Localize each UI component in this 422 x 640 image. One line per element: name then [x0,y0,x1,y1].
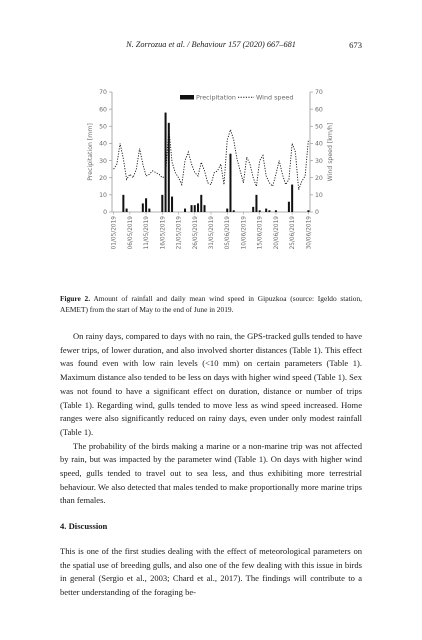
page-number: 673 [349,40,362,50]
y-tick-label-right: 10 [315,192,323,200]
precipitation-bar [233,210,235,212]
precipitation-bar [191,205,193,212]
y-tick-label-right: 20 [315,174,323,182]
y-tick-label-left: 40 [99,140,107,148]
body-text [60,330,362,600]
x-tick-label: 30/06/2019 [306,216,313,250]
precipitation-bar [161,195,163,212]
x-tick-label: 31/05/2019 [209,216,215,250]
y-tick-label-left: 10 [99,192,107,200]
y-tick-label-right: 30 [315,157,323,165]
precipitation-bar [145,198,147,212]
x-tick-label: 26/05/2019 [192,216,199,250]
precipitation-bar [259,210,261,212]
precipitation-bar [226,209,228,212]
legend-label-wind-speed: Wind speed [256,93,294,102]
figure-caption [60,294,362,315]
precipitation-bar [252,207,254,212]
x-tick-label: 11/05/2019 [144,216,151,250]
x-tick-label: 20/06/2019 [273,216,280,250]
precipitation-bar [171,197,173,212]
precipitation-bar [184,209,186,212]
wind-speed-line [114,128,309,190]
precipitation-bar [291,185,293,212]
y-tick-label-left: 0 [103,209,107,217]
paragraph-results-marine: The probability of the birds making a marine or a non-marine trip was not affected by rain, but was impacted by the parameter wind (Table 1). On days with higher wind speed, gulls tended to travel out to sea less, and thus exhibiting more terrestrial behaviour. We also detected that males tended to make proportionally more marine trips than females. [60,440,362,506]
precipitation-bar [307,210,309,212]
precipitation-bar [229,154,231,212]
precipitation-bar [255,195,257,212]
x-tick-label: 10/06/2019 [241,216,248,250]
y-tick-label-right: 40 [315,140,323,148]
y-tick-label-left: 30 [99,157,107,165]
x-tick-label: 15/06/2019 [257,216,264,250]
precipitation-bar [165,113,167,212]
precipitation-bar [288,202,290,212]
precipitation-bar [194,205,196,212]
precipitation-bar [265,209,267,212]
y-tick-label-left: 60 [99,106,107,114]
y-tick-label-right: 50 [315,123,323,131]
precipitation-bar [126,209,128,212]
x-tick-label: 25/06/2019 [290,216,297,250]
legend-label-precipitation: Precipitation [196,93,236,102]
y-tick-label-right: 70 [315,89,323,97]
legend-swatch-precipitation [180,95,194,100]
running-head: N. Zorrozua et al. / Behaviour 157 (2020) 667–681 [126,40,296,49]
y-tick-label-left: 20 [99,174,107,182]
paragraph-discussion: This is one of the first studies dealing with the effect of meteorological parameters on the spatial use of breeding gulls, and also one of the few dealing with this issue in birds in general (Sergio et al., 2003; Chard et al., 2017). The findings will contribute to a better understanding of the foraging be- [60,545,362,597]
y-axis-title-right: Wind speed [km/h] [327,122,334,182]
y-tick-label-left: 70 [99,89,107,97]
precipitation-bar [122,195,124,212]
precipitation-bar [148,209,150,212]
x-tick-label: 16/05/2019 [160,216,167,250]
precipitation-bar [142,203,144,212]
x-tick-label: 01/05/2019 [111,216,118,250]
precipitation-bar [197,203,199,212]
y-tick-label-right: 0 [315,209,319,217]
figure-caption-label: Figure 2. [60,294,91,303]
precipitation-bar [268,210,270,212]
paragraph-results-rain: On rainy days, compared to days with no rain, the GPS-tracked gulls tended to have fewer trips, of lower duration, and also involved shorter distances (Table 1). This effect was found even with low rain levels (<10 mm) on certain parameters (Table 1). Maximum distance also tended to be less on days with higher wind speed (Table 1). Sex was not found to have a significant effect on duration, distance or number of trips (Table 1). Regarding wind, gulls tended to move less as wind speed increased. Home ranges were also significantly reduced on rainy days, even under only modest rainfall (Table 1). [60,331,362,437]
precipitation-bar [275,210,277,212]
x-tick-label: 05/06/2019 [225,216,232,250]
y-tick-label-left: 50 [99,123,107,131]
precipitation-bar [204,205,206,212]
section-heading-discussion: 4. Discussion [60,521,108,532]
precipitation-bar [200,195,202,212]
x-tick-label: 21/05/2019 [176,216,183,250]
figure-caption-text: Amount of rainfall and daily mean wind speed in Gipuzkoa (source: Igeldo station, AEMET) from the start of May to the end of June in 2019. [60,294,362,314]
x-tick-label: 06/05/2019 [127,216,134,250]
y-axis-title-left: Precipitation [mm] [87,123,94,181]
precipitation-bar [168,123,170,212]
precipitation-wind-chart [72,82,362,272]
y-tick-label-right: 60 [315,106,323,114]
